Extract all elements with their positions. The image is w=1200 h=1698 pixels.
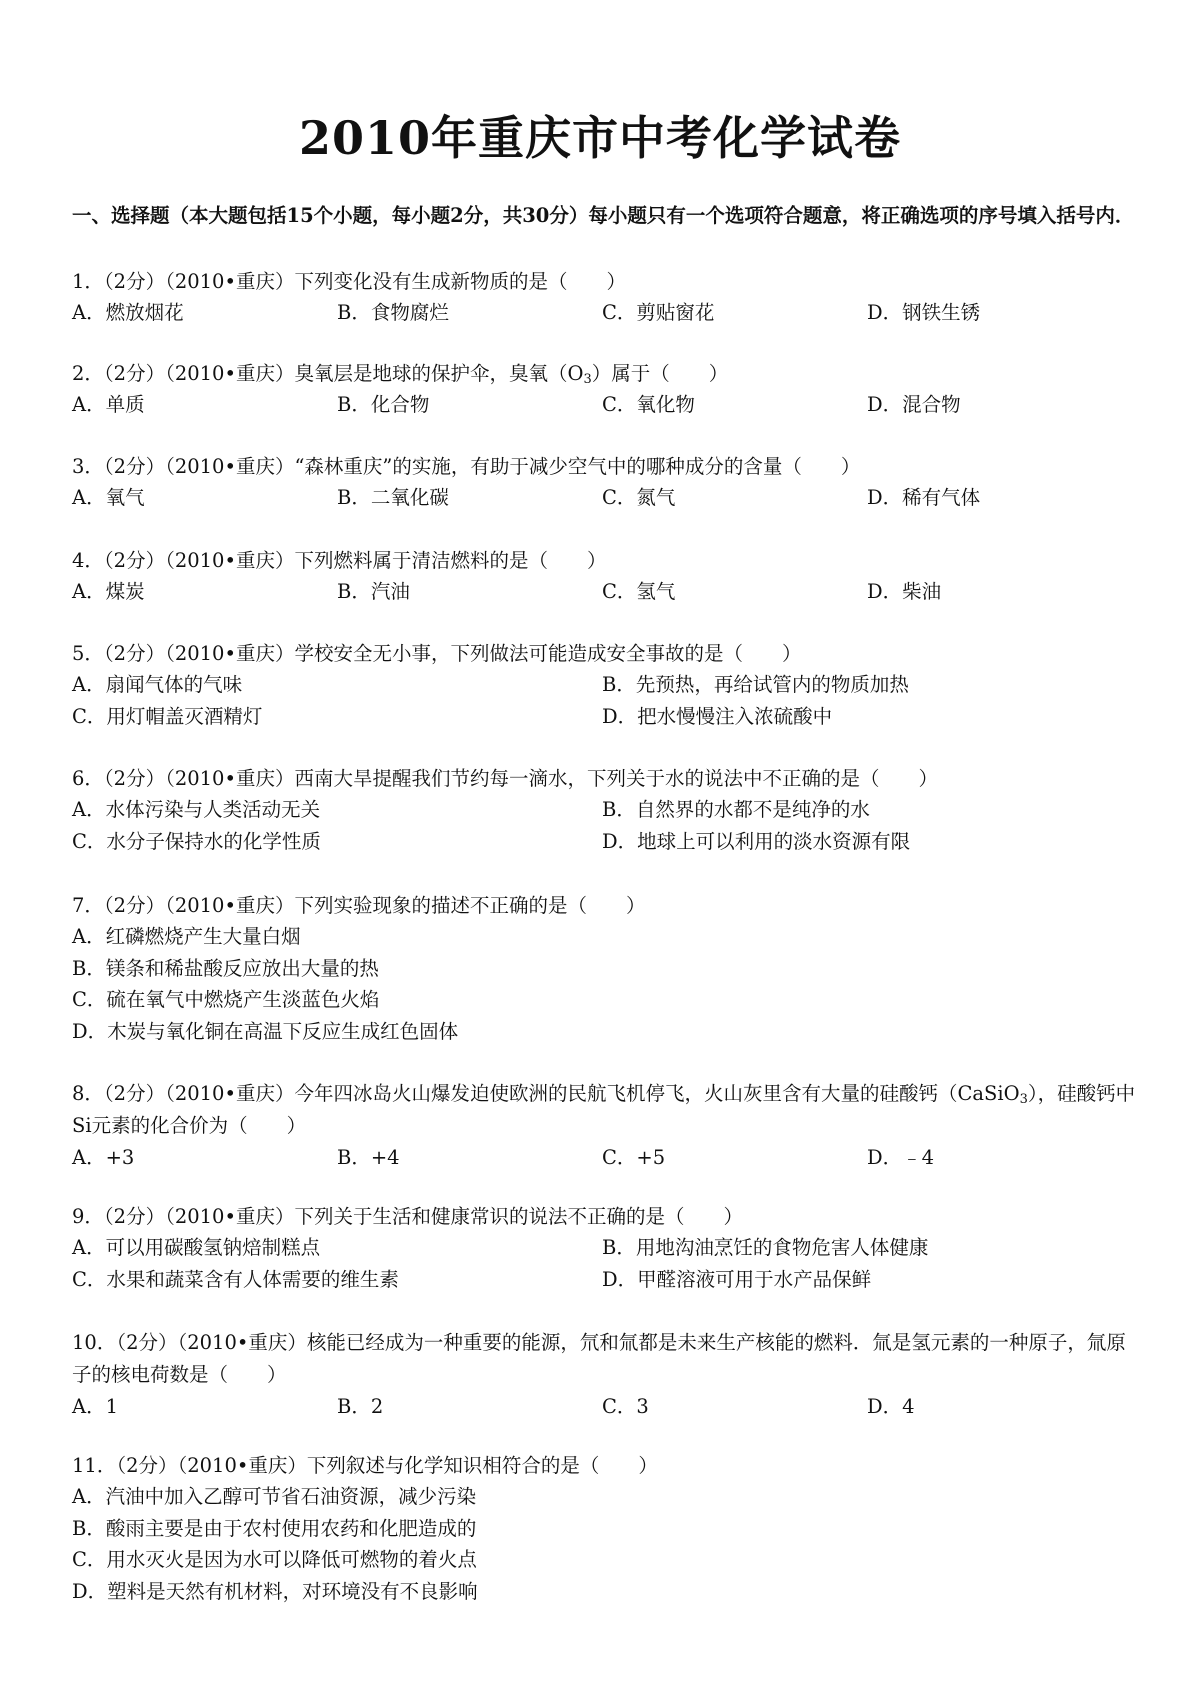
option-d: D．塑料是天然有机材料，对环境没有不良影响 [72,1579,478,1603]
question-stem: 6．（2分）（2010•重庆）西南大旱提醒我们节约每一滴水，下列关于水的说法中不正确的是（ ） [72,767,938,790]
option-a: A．1 [72,1395,118,1418]
option-b: B．二氧化碳 [337,486,449,509]
option-a: A．扇闻气体的气味 [72,673,243,696]
option-b: B．化合物 [337,393,430,416]
option-b: B．+4 [337,1146,400,1169]
option-d: D．混合物 [867,393,961,416]
stem-text: ）属于（ ） [591,362,729,385]
option-b: B．镁条和稀盐酸反应放出大量的热 [72,956,379,980]
option-b: B．先预热，再给试管内的物质加热 [602,673,909,696]
question-9 [72,1201,1142,1295]
stem-text: 2．（2分）（2010•重庆）臭氧层是地球的保护伞，臭氧（O [72,362,584,385]
question-6 [72,763,1142,857]
option-d: D．4 [867,1395,915,1418]
question-7 [72,890,1142,1047]
option-c: C．3 [602,1395,649,1418]
option-c: C．用灯帽盖灭酒精灯 [72,704,263,728]
option-a: A．汽油中加入乙醇可节省石油资源，减少污染 [72,1485,477,1508]
option-a: A．可以用碳酸氢钠焙制糕点 [72,1236,321,1259]
option-b: B．食物腐烂 [337,301,449,324]
option-b: B．汽油 [337,580,410,603]
option-d: D．柴油 [867,580,942,603]
question-stem: 7．（2分）（2010•重庆）下列实验现象的描述不正确的是（ ） [72,894,646,917]
option-a: A．水体污染与人类活动无关 [72,798,321,821]
question-stem: 9．（2分）（2010•重庆）下列关于生活和健康常识的说法不正确的是（ ） [72,1205,743,1228]
option-b: B．2 [337,1395,384,1418]
option-c: C．水果和蔬菜含有人体需要的维生素 [72,1267,399,1291]
option-b: B．酸雨主要是由于农村使用农药和化肥造成的 [72,1516,477,1540]
question-stem: 5．（2分）（2010•重庆）学校安全无小事，下列做法可能造成安全事故的是（ ） [72,642,802,665]
option-d: D．甲醛溶液可用于水产品保鲜 [602,1267,872,1291]
option-d: D．﹣4 [867,1146,935,1169]
option-c: C．+5 [602,1146,666,1169]
section-heading: 一、选择题（本大题包括15个小题，每小题2分，共30分）每小题只有一个选项符合题意，将正确选项的序号填入括号内． [72,204,1135,227]
question-4 [72,545,1142,608]
question-11 [72,1450,1142,1607]
question-stem: 10．（2分）（2010•重庆）核能已经成为一种重要的能源，氘和氚都是未来生产核能的燃料．氚是氢元素的一种原子，氚原子的核电荷数是（ ） [72,1331,1126,1386]
question-5 [72,638,1142,732]
question-stem: 3．（2分）（2010•重庆）“森林重庆”的实施，有助于减少空气中的哪种成分的含量（ ） [72,455,861,478]
subscript: 3 [583,372,592,387]
option-b: B．用地沟油烹饪的食物危害人体健康 [602,1236,929,1259]
question-stem: 11．（2分）（2010•重庆）下列叙述与化学知识相符合的是（ ） [72,1454,658,1477]
page-title: 2010年重庆市中考化学试卷 [298,111,902,165]
option-a: A．氧气 [72,486,145,509]
option-d: D．木炭与氧化铜在高温下反应生成红色固体 [72,1019,459,1043]
option-a: A．单质 [72,393,145,416]
question-1 [72,266,1142,329]
question-stem: 4．（2分）（2010•重庆）下列燃料属于清洁燃料的是（ ） [72,549,607,572]
stem-text: 8．（2分）（2010•重庆）今年四冰岛火山爆发迫使欧洲的民航飞机停飞，火山灰里含有大量的硅酸钙（CaSiO [72,1082,1020,1105]
option-b: B．自然界的水都不是纯净的水 [602,798,870,821]
option-c: C．氮气 [602,486,676,509]
option-d: D．地球上可以利用的淡水资源有限 [602,829,911,853]
stem-text: ），硅酸钙中Si元素的化合价为（ ） [72,1082,1136,1137]
option-a: A．红磷燃烧产生大量白烟 [72,925,301,948]
question-stem [72,358,1142,389]
option-c: C．用水灭火是因为水可以降低可燃物的着火点 [72,1548,477,1571]
question-10 [72,1327,1142,1423]
option-a: A．+3 [72,1146,135,1169]
option-c: C．氧化物 [602,393,695,416]
option-a: A．煤炭 [72,580,145,603]
option-d: D．钢铁生锈 [867,301,981,324]
question-stem [72,1078,1142,1142]
question-stem: 1．（2分）（2010•重庆）下列变化没有生成新物质的是（ ） [72,270,626,293]
option-c: C．氢气 [602,580,676,603]
option-c: C．水分子保持水的化学性质 [72,829,321,853]
option-d: D．稀有气体 [867,486,981,509]
option-c: C．硫在氧气中燃烧产生淡蓝色火焰 [72,988,380,1011]
option-a: A．燃放烟花 [72,301,184,324]
option-d: D．把水慢慢注入浓硫酸中 [602,704,833,728]
option-c: C．剪贴窗花 [602,301,715,324]
subscript: 3 [1019,1092,1028,1107]
question-8 [72,1078,1142,1174]
question-3 [72,451,1142,514]
question-2 [72,358,1142,421]
